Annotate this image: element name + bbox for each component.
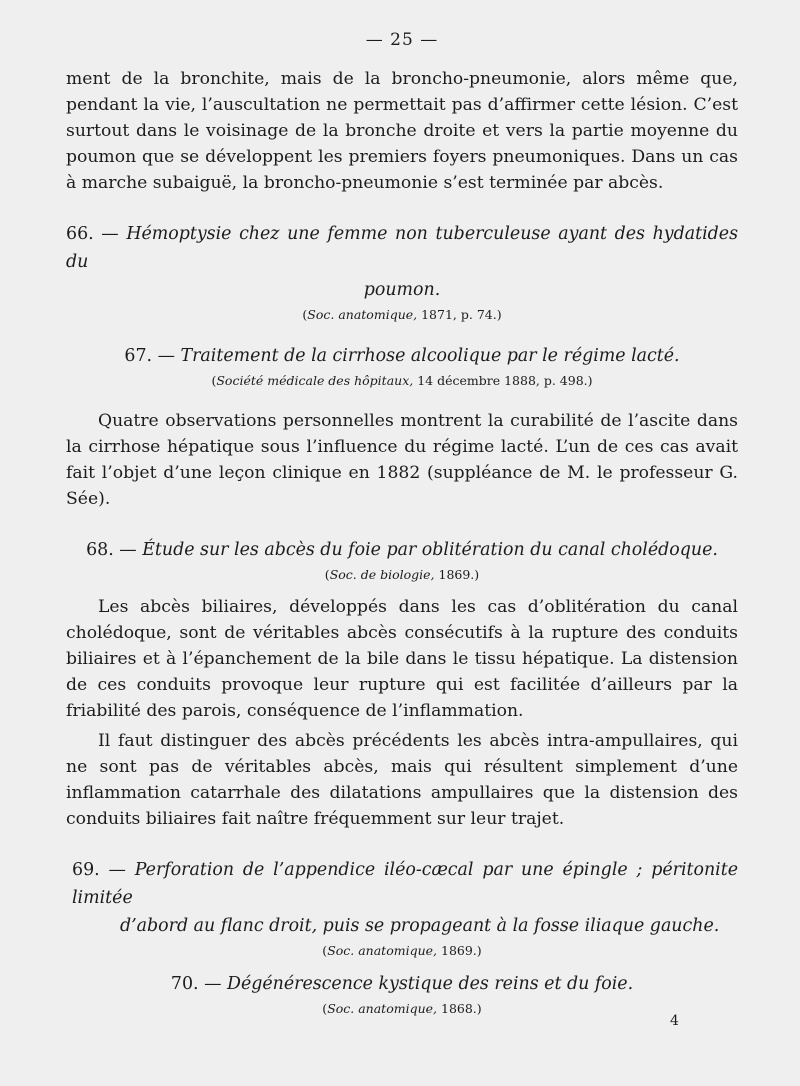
ref-detail: 1869.	[441, 943, 477, 958]
entry-title: Étude sur les abcès du foie par oblitération du canal cholédoque.	[142, 540, 718, 560]
ref-detail: 1869.	[438, 567, 475, 582]
entry-title: Dégénérescence kystique des reins et du foie.	[227, 974, 634, 994]
entry-69-heading	[66, 856, 738, 912]
entry-number: 68.	[86, 540, 114, 560]
ref-source: Soc. anatomique,	[327, 943, 438, 958]
entry-67-reference: (Société médicale des hôpitaux, 14 décembre 1888, p. 498.)	[211, 373, 593, 388]
entry-67-paragraph: Quatre observations personnelles montrent la curabilité de l’ascite dans la cirrhose hépatique sous l’influence du régime lacté. L’un de ces cas avait fait l’objet d’une leçon clinique en 1882 (suppléance de M. le professeur G. Sée).	[66, 411, 738, 509]
entry-number: 70.	[170, 974, 199, 994]
entry-title: Perforation de l’appendice iléo-cæcal par une épingle ; péritonite limitée	[72, 860, 739, 908]
entry-dash: —	[204, 974, 222, 994]
entry-title: Hémoptysie chez une femme non tuberculeuse ayant des hydatides du	[66, 224, 739, 272]
entry-66-heading-cont	[66, 276, 738, 304]
entry-67-heading	[66, 342, 738, 370]
ref-detail: 1868.	[441, 1001, 477, 1016]
ref-detail: 14 décembre 1888, p. 498.	[417, 373, 588, 388]
entry-number: 69.	[72, 860, 100, 880]
entry-dash: —	[101, 224, 119, 244]
intro-paragraph: ment de la bronchite, mais de la broncho-pneumonie, alors même que, pendant la vie, l’auscultation ne permettait pas d’affirmer cette lésion. C’est surtout dans le voisinage de la bronche droite et vers la partie moyenne du poumon que se développent les premiers foyers pneumoniques. Dans un cas à marche subaiguë, la broncho-pneumonie s’est terminée par abcès.	[66, 69, 738, 193]
entry-69-reference: (Soc. anatomique, 1869.)	[322, 943, 482, 958]
entry-68-reference: (Soc. de biologie, 1869.)	[324, 567, 480, 582]
entry-title: Traitement de la cirrhose alcoolique par le régime lacté.	[180, 346, 680, 366]
entry-66-heading	[66, 220, 738, 276]
entry-dash: —	[157, 346, 175, 366]
page-number: — 25 —	[365, 30, 439, 50]
ref-source: Soc. de biologie,	[329, 567, 435, 582]
entry-68-paragraph-1: Les abcès biliaires, développés dans les cas d’oblitération du canal cholédoque, sont de véritables abcès consécutifs à la rupture des conduits biliaires et à l’épanchement de la bile dans le tissu hépatique. La distension de ces conduits provoque leur rupture qui est facilitée d’ailleurs par la friabilité des parois, conséquence de l’inflammation.	[66, 597, 738, 721]
entry-title-cont: poumon.	[363, 280, 441, 300]
ref-source: Société médicale des hôpitaux,	[216, 373, 414, 388]
entry-68-heading	[66, 536, 738, 564]
ref-source: Soc. anatomique,	[327, 1001, 438, 1016]
entry-70-heading	[66, 970, 738, 998]
entry-number: 66.	[66, 224, 94, 244]
entry-dash: —	[119, 540, 137, 560]
entry-69-heading-cont	[66, 912, 738, 940]
entry-dash: —	[108, 860, 126, 880]
page-content	[66, 30, 738, 1018]
entry-68-paragraph-2: Il faut distinguer des abcès précédents les abcès intra-ampullaires, qui ne sont pas de véritables abcès, mais qui résultent simplement d’une inflammation catarrhale des dilatations ampullaires que la distension des conduits biliaires fait naître fréquemment sur leur trajet.	[66, 731, 738, 829]
entry-title-cont: d’abord au flanc droit, puis se propageant à la fosse iliaque gauche.	[120, 916, 720, 936]
entry-number: 67.	[124, 346, 153, 366]
ref-source: Soc. anatomique,	[307, 307, 418, 322]
entry-70-reference: (Soc. anatomique, 1868.)	[322, 1001, 482, 1016]
signature-mark: 4	[670, 1013, 679, 1029]
ref-detail: 1871, p. 74.	[421, 307, 497, 322]
entry-66-reference: (Soc. anatomique, 1871, p. 74.)	[302, 307, 502, 322]
